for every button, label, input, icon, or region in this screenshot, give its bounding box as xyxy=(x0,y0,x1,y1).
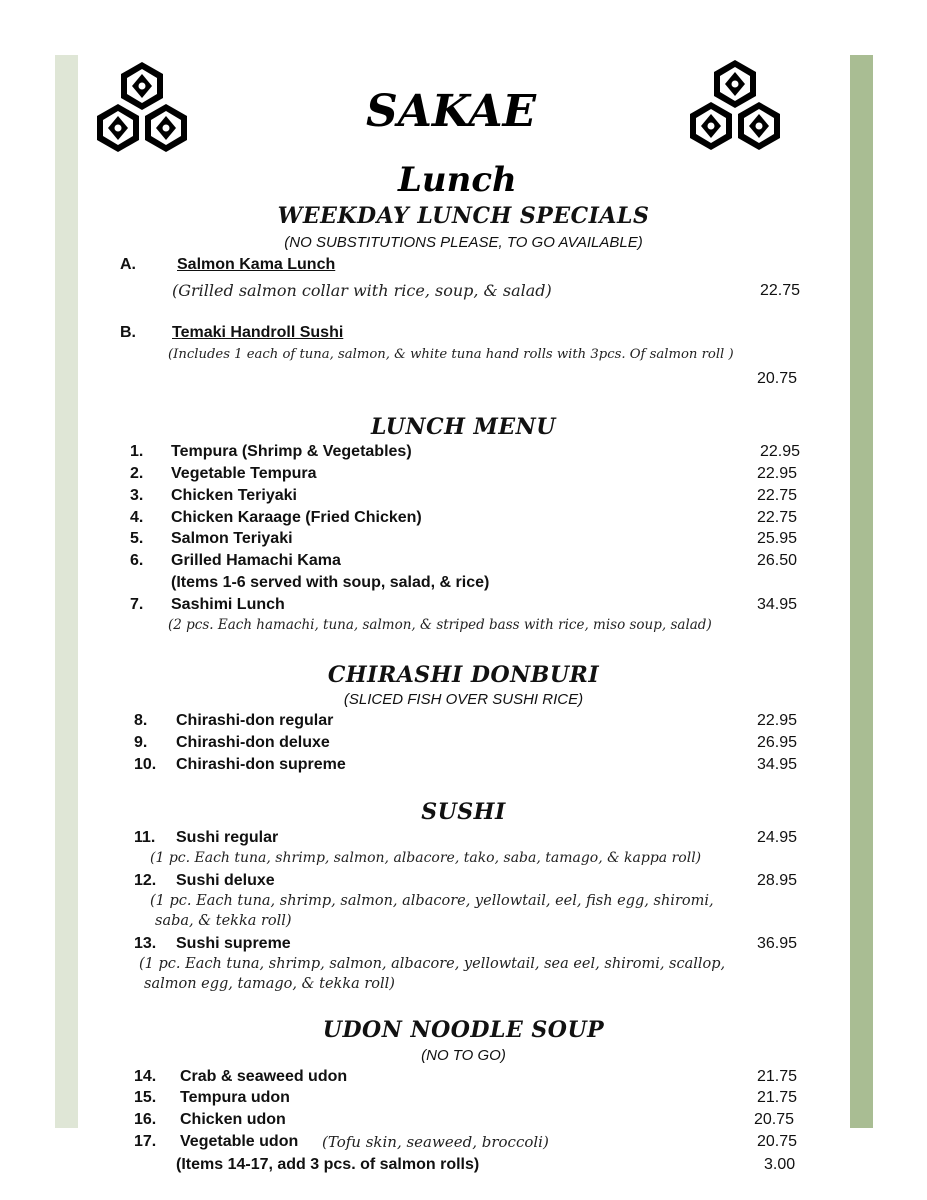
lunch-item-price: 22.95 xyxy=(760,443,801,460)
chirashi-item-name: Chirashi-don supreme xyxy=(176,756,346,773)
udon-item-price: 21.75 xyxy=(757,1089,798,1106)
udon-addon-note: (Items 14-17, add 3 pcs. of salmon rolls) xyxy=(176,1156,480,1173)
sushi-item-number: 13. xyxy=(134,935,157,952)
sushi-item-price: 24.95 xyxy=(757,829,798,846)
sushi-item-name: Sushi supreme xyxy=(176,935,291,952)
sashimi-lunch-description: (2 pcs. Each hamachi, tuna, salmon, & striped bass with rice, miso soup, salad) xyxy=(168,617,712,633)
special-b-name: Temaki Handroll Sushi xyxy=(172,324,344,341)
lunch-item-number: 3. xyxy=(130,487,144,504)
special-b-label: B. xyxy=(120,324,136,341)
chirashi-item-number: 8. xyxy=(134,712,148,729)
chirashi-item-price: 34.95 xyxy=(757,756,798,773)
sushi-deluxe-description-continued: saba, & tekka roll) xyxy=(155,913,292,929)
menu-subtitle: Lunch xyxy=(398,160,517,200)
special-a-name: Salmon Kama Lunch xyxy=(177,256,336,273)
special-a-description: (Grilled salmon collar with rice, soup, & salad) xyxy=(172,281,552,300)
udon-item-number: 16. xyxy=(134,1111,157,1128)
udon-item-price: 21.75 xyxy=(757,1068,798,1085)
udon-item-number: 17. xyxy=(134,1133,157,1150)
lunch-item-number: 7. xyxy=(130,596,144,613)
udon-addon-price: 3.00 xyxy=(764,1156,796,1173)
chirashi-item-name: Chirashi-don regular xyxy=(176,712,334,729)
special-b-description: (Includes 1 each of tuna, salmon, & white tuna hand rolls with 3pcs. Of salmon roll ) xyxy=(168,347,734,362)
lunch-item-name: Salmon Teriyaki xyxy=(171,530,293,547)
family-crest-logo-right xyxy=(685,58,785,153)
sushi-item-number: 11. xyxy=(134,829,156,846)
udon-item-price: 20.75 xyxy=(754,1111,795,1128)
udon-heading: UDON NOODLE SOUP xyxy=(322,1017,605,1043)
sushi-deluxe-description: (1 pc. Each tuna, shrimp, salmon, albacore, yellowtail, eel, fish egg, shiromi, xyxy=(150,893,714,909)
sushi-item-price: 28.95 xyxy=(757,872,798,889)
sushi-regular-description: (1 pc. Each tuna, shrimp, salmon, albacore, tako, saba, tamago, & kappa roll) xyxy=(150,850,702,866)
chirashi-item-price: 26.95 xyxy=(757,734,798,751)
lunch-item-name: Chicken Karaage (Fried Chicken) xyxy=(171,509,422,526)
sushi-heading: SUSHI xyxy=(421,799,506,825)
special-b-price: 20.75 xyxy=(757,370,798,387)
family-crest-logo-left xyxy=(92,60,192,155)
chirashi-heading: CHIRASHI DONBURI xyxy=(327,662,600,688)
lunch-item-name: Tempura (Shrimp & Vegetables) xyxy=(171,443,412,460)
udon-item-name: Tempura udon xyxy=(180,1089,290,1106)
sushi-supreme-description-continued: salmon egg, tamago, & tekka roll) xyxy=(144,976,395,992)
udon-item-number: 14. xyxy=(134,1068,157,1085)
special-a-price: 22.75 xyxy=(760,282,801,299)
lunch-item-name: Chicken Teriyaki xyxy=(171,487,297,504)
lunch-item-number: 2. xyxy=(130,465,144,482)
sushi-item-price: 36.95 xyxy=(757,935,798,952)
sushi-item-name: Sushi deluxe xyxy=(176,872,275,889)
chirashi-item-price: 22.95 xyxy=(757,712,798,729)
restaurant-name: SAKAE xyxy=(366,86,537,137)
lunch-items-note: (Items 1-6 served with soup, salad, & rice) xyxy=(171,574,490,591)
sushi-item-name: Sushi regular xyxy=(176,829,279,846)
weekday-specials-note: (NO SUBSTITUTIONS PLEASE, TO GO AVAILABLE) xyxy=(284,234,643,251)
udon-item-name: Chicken udon xyxy=(180,1111,286,1128)
lunch-menu-heading: LUNCH MENU xyxy=(371,414,556,440)
vegetable-udon-description: (Tofu skin, seaweed, broccoli) xyxy=(322,1133,549,1151)
lunch-item-price: 22.75 xyxy=(757,487,798,504)
lunch-item-number: 4. xyxy=(130,509,144,526)
sushi-supreme-description: (1 pc. Each tuna, shrimp, salmon, albacore, yellowtail, sea eel, shiromi, scallop, xyxy=(139,956,726,972)
udon-note: (NO TO GO) xyxy=(421,1047,506,1064)
lunch-item-name: Sashimi Lunch xyxy=(171,596,285,613)
chirashi-item-number: 9. xyxy=(134,734,148,751)
udon-item-name: Crab & seaweed udon xyxy=(180,1068,348,1085)
udon-item-number: 15. xyxy=(134,1089,157,1106)
sushi-item-number: 12. xyxy=(134,872,157,889)
weekday-specials-heading: WEEKDAY LUNCH SPECIALS xyxy=(277,203,650,229)
udon-item-name: Vegetable udon xyxy=(180,1133,299,1150)
udon-item-price: 20.75 xyxy=(757,1133,798,1150)
chirashi-note: (SLICED FISH OVER SUSHI RICE) xyxy=(343,691,584,708)
lunch-item-name: Grilled Hamachi Kama xyxy=(171,552,341,569)
chirashi-item-name: Chirashi-don deluxe xyxy=(176,734,330,751)
lunch-item-number: 6. xyxy=(130,552,144,569)
lunch-item-price: 22.75 xyxy=(757,509,798,526)
lunch-item-price: 34.95 xyxy=(757,596,798,613)
lunch-item-name: Vegetable Tempura xyxy=(171,465,317,482)
lunch-item-number: 1. xyxy=(130,443,144,460)
lunch-item-number: 5. xyxy=(130,530,144,547)
lunch-item-price: 26.50 xyxy=(757,552,798,569)
lunch-item-price: 22.95 xyxy=(757,465,798,482)
special-a-label: A. xyxy=(120,256,136,273)
lunch-item-price: 25.95 xyxy=(757,530,798,547)
chirashi-item-number: 10. xyxy=(134,756,157,773)
